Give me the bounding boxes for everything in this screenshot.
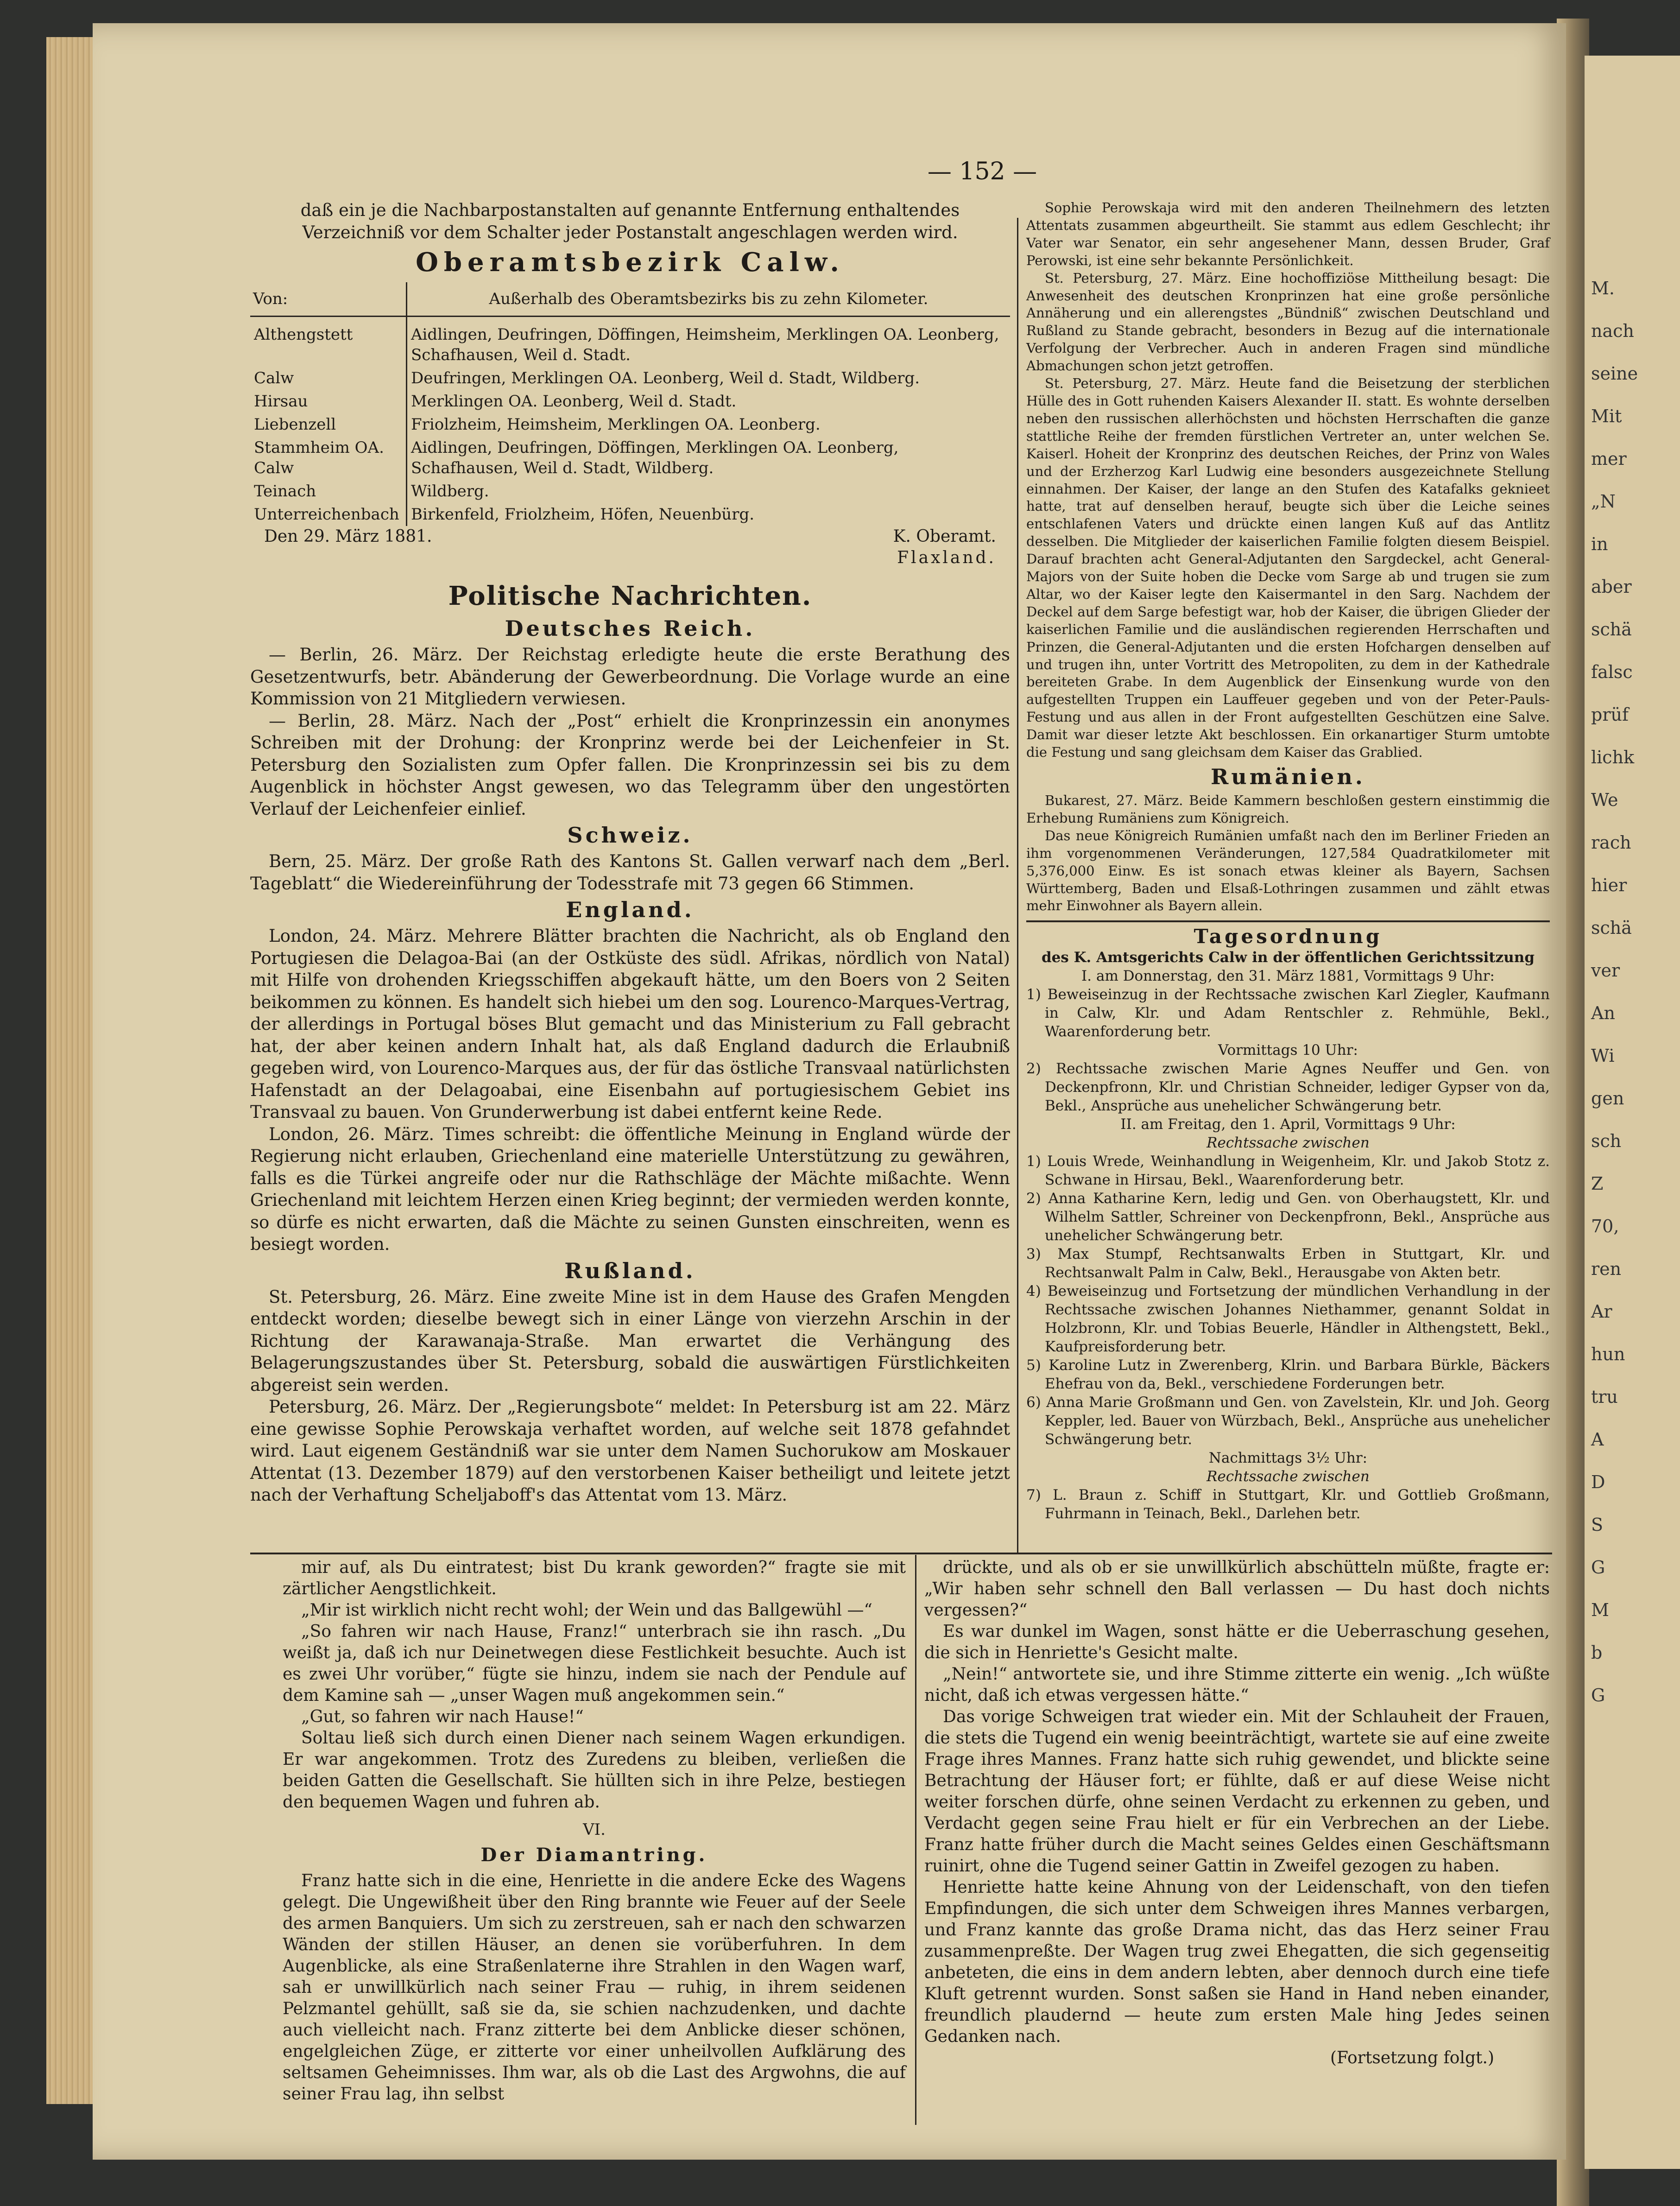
story-paragraph: drückte, und als ob er sie unwillkürlich abschütteln müßte, fragte er: „Wir haben sehr schnell den Ball verlassen — Du hast doch nichts vergessen?“ bbox=[924, 1558, 1550, 1620]
table-date: Den 29. März 1881. bbox=[264, 527, 432, 546]
adjacent-page-strip bbox=[1585, 56, 1680, 2169]
table-cell-from: Teinach bbox=[250, 480, 407, 503]
story-paragraph: mir auf, als Du eintratest; bist Du krank geworden?“ fragte sie mit zärtlicher Aengstlichkeit. bbox=[283, 1558, 906, 1598]
agenda-item: 4) Beweiseinzug und Fortsetzung der mündlichen Verhandlung in der Rechtssache zwischen Johannes Niethammer, genannt Soldat in Holzbronn, Klr. und Tobias Beuerle, Händler in Althengstett, Bekl., Kaufpreisforderung betr. bbox=[1026, 1283, 1550, 1356]
newspaper-page bbox=[93, 23, 1566, 2160]
chapter-title: Der Diamantring. bbox=[480, 1844, 708, 1866]
news-paragraph: Sophie Perowskaja wird mit den anderen Theilnehmern des letzten Attentats zusammen abgeurtheilt. Sie stammt aus edlem Geschlecht; ihr Vater war Senator, ein sehr angesehener Mann, dessen Bruder, Graf Perowski, ist eine sehr bekannte Persönlichkeit. bbox=[1026, 200, 1550, 268]
story-paragraph: Soltau ließ sich durch einen Diener nach seinem Wagen erkundigen. Er war angekommen. Trotz des Zuredens zu bleiben, verließen die beiden Gatten die Gesellschaft. Sie hüllten sich in ihre Pelze, bestiegen den bequemen Wagen und fuhren ab. bbox=[283, 1729, 906, 1812]
adjacent-page-fragment: b bbox=[1591, 1642, 1603, 1663]
table-cell-to: Birkenfeld, Friolzheim, Höfen, Neuenbürg. bbox=[411, 505, 755, 524]
table-cell-to: Aidlingen, Deufringen, Döffingen, Heimsheim, Merklingen OA. Leonberg, Schafhausen, Weil d. Stadt. bbox=[411, 325, 999, 364]
adjacent-page-fragment: „N bbox=[1591, 491, 1616, 512]
story-paragraph: „Gut, so fahren wir nach Hause!“ bbox=[301, 1707, 584, 1726]
news-paragraph: London, 24. März. Mehrere Blätter brachten die Nachricht, als ob England den Portugiesen die Delagoa-Bai (an der Ostküste des südl. Afrikas, nördlich von Natal) mit Hilfe von drohenden Kriegsschiffen abgekauft hätte, um den Boers von 2 Seiten beikommen zu können. Es handelt sich hiebei um den sog. Lourenco-Marques-Vertrag, der allerdings in Portugal böses Blut gemacht und das Ministerium zu Fall gebracht hat, der aber keinen andern Inhalt hat, als daß England dadurch die Erlaubniß gegeben wird, von Lourenco-Marques aus, der für das östliche Transvaal natürlichsten Hafenstadt an der Delagoabai, eine Eisenbahn auf portugiesischem Gebiet ins Transvaal zu bauen. Von Grunderwerbung ist dabei entfernt keine Rede. bbox=[250, 926, 1010, 1122]
feuilleton-right bbox=[924, 1557, 1550, 2069]
politics-sections bbox=[250, 615, 1010, 1506]
table-cell-to: Merklingen OA. Leonberg, Weil d. Stadt. bbox=[411, 392, 737, 411]
column-divider-bottom bbox=[915, 1555, 916, 2125]
agenda-day2-sub: Rechtssache zwischen bbox=[1206, 1135, 1370, 1152]
agenda-afternoon-sub: Rechtssache zwischen bbox=[1206, 1468, 1370, 1485]
agenda-day2-items bbox=[1026, 1152, 1550, 1449]
feuilleton-right-paragraphs bbox=[924, 1557, 1550, 2048]
district-heading: Oberamtsbezirk Calw. bbox=[416, 247, 845, 278]
agenda-item: 1) Beweiseinzug in der Rechtssache zwischen Karl Ziegler, Kaufmann in Calw, Klr. und Adam Rentschler z. Rehmühle, Bekl., Waarenforderung betr. bbox=[1026, 986, 1550, 1040]
adjacent-page-fragment: rach bbox=[1591, 832, 1631, 853]
table-row bbox=[250, 317, 1010, 367]
table-cell-to: Aidlingen, Deufringen, Döffingen, Merklingen OA. Leonberg, Schafhausen, Weil d. Stadt, Wildberg. bbox=[411, 438, 899, 477]
court-agenda bbox=[1026, 925, 1550, 1523]
section-heading: Deutsches Reich. bbox=[505, 616, 756, 641]
news-paragraph: St. Petersburg, 26. März. Eine zweite Mine ist in dem Hause des Grafen Mengden entdeckt worden; dieselbe bewegt sich in einer Länge von vierzehn Arschin in der Richtung der Karawanaja-Straße. Man erwartet die Verhängung des Belagerungszustandes über St. Petersburg, sobald die auswärtigen Fürstlichkeiten abgereist sein werden. bbox=[250, 1287, 1010, 1395]
story-paragraph: „Mir ist wirklich nicht recht wohl; der Wein und das Ballgewühl —“ bbox=[301, 1601, 872, 1620]
agenda-day1-items bbox=[1026, 985, 1550, 1041]
agenda-subtitle: des K. Amtsgerichts Calw in der öffentlichen Gerichtssitzung bbox=[1041, 949, 1535, 966]
news-paragraph: Bern, 25. März. Der große Rath des Kantons St. Gallen verwarf nach dem „Berl. Tageblatt“ die Wiedereinführung der Todesstrafe mit 73 gegen 66 Stimmen. bbox=[250, 851, 1010, 894]
adjacent-page-fragment: Z bbox=[1591, 1173, 1604, 1194]
agenda-day1: I. am Donnerstag, den 31. März 1881, Vormittags 9 Uhr: bbox=[1081, 968, 1495, 985]
table-row bbox=[250, 436, 1010, 480]
left-column bbox=[250, 199, 1010, 1506]
table-cell-from: Hirsau bbox=[250, 390, 407, 413]
adjacent-page-fragment: Ar bbox=[1591, 1301, 1612, 1322]
agenda-item: 3) Max Stumpf, Rechtsanwalts Erben in Stuttgart, Klr. und Rechtsanwalt Palm in Calw, Bekl., Herausgabe von Akten betr. bbox=[1026, 1246, 1550, 1281]
news-paragraph: — Berlin, 26. März. Der Reichstag erledigte heute die erste Berathung des Gesetzentwurfs, betr. Abänderung der Gewerbeordnung. Die Vorlage wurde an eine Kommission von 21 Mitgliedern verwiesen. bbox=[250, 645, 1010, 709]
table-row bbox=[250, 413, 1010, 436]
page-number: — 152 — bbox=[927, 158, 1037, 185]
table-cell-from: Calw bbox=[250, 367, 407, 390]
story-paragraph: „Nein!“ antwortete sie, und ihre Stimme zitterte ein wenig. „Ich wüßte nicht, daß ich etwas vergessen hätte.“ bbox=[924, 1665, 1550, 1705]
adjacent-page-fragment: schä bbox=[1591, 918, 1632, 938]
section-heading: Schweiz. bbox=[567, 823, 693, 848]
adjacent-page-fragment: hier bbox=[1591, 875, 1627, 895]
adjacent-page-fragment: G bbox=[1591, 1685, 1605, 1705]
right-column bbox=[1026, 199, 1550, 1523]
adjacent-page-fragment: D bbox=[1591, 1472, 1605, 1492]
agenda-title: Tagesordnung bbox=[1194, 925, 1383, 948]
adjacent-page-fragment: schä bbox=[1591, 619, 1632, 640]
romania-articles bbox=[1026, 792, 1550, 915]
agenda-day1-items2 bbox=[1026, 1059, 1550, 1115]
story-paragraph: Das vorige Schweigen trat wieder ein. Mit der Schlauheit der Frauen, die stets die Tugend ein wenig beeinträchtigt, wartete sie auf eine zweite Frage ihres Mannes. Franz hatte sich ruhig gewendet, und blickte seine Betrachtung der Häuser fort; er fühlte, daß er auf diese Weise nicht weiter forschen dürfe, ohne seinen Verdacht zu erkennen zu geben, und Verdacht gegen seine Frau hielt er für ein Verbrechen an der Liebe. Franz hatte früher durch die Macht seines Geldes einen Geschäftsmann ruinirt, ohne die Tugend seiner Gattin in Zweifel gezogen zu haben. bbox=[924, 1707, 1550, 1876]
agenda-item: 2) Rechtssache zwischen Marie Agnes Neuffer und Gen. von Deckenpfronn, Klr. und Christian Schneider, lediger Gypser von da, Bekl., Ansprüche aus unehelicher Schwängerung betr. bbox=[1026, 1060, 1550, 1115]
politics-heading: Politische Nachrichten. bbox=[448, 581, 812, 611]
adjacent-page-fragment: in bbox=[1591, 534, 1608, 554]
adjacent-page-fragment: Mit bbox=[1591, 406, 1622, 426]
romania-heading: Rumänien. bbox=[1211, 764, 1365, 789]
adjacent-page-fragment: ver bbox=[1591, 960, 1620, 981]
agenda-day1-time2: Vormittags 10 Uhr: bbox=[1218, 1042, 1358, 1059]
chapter-number: VI. bbox=[583, 1820, 606, 1839]
adjacent-page-fragment: M bbox=[1591, 1600, 1609, 1620]
adjacent-page-fragment: nach bbox=[1591, 321, 1634, 341]
adjacent-page-fragment: We bbox=[1591, 790, 1618, 810]
table-cell-to: Friolzheim, Heimsheim, Merklingen OA. Leonberg. bbox=[411, 415, 821, 434]
table-signature-line bbox=[250, 526, 1010, 547]
table-row bbox=[250, 390, 1010, 413]
signature-name: Flaxland. bbox=[897, 548, 996, 567]
intro-line: Verzeichniß vor dem Schalter jeder Postanstalt angeschlagen werden wird. bbox=[302, 222, 958, 242]
table-cell-to: Wildberg. bbox=[411, 482, 489, 501]
adjacent-page-fragment: lichk bbox=[1591, 747, 1635, 767]
adjacent-page-fragment: sch bbox=[1591, 1131, 1622, 1151]
adjacent-page-fragment: An bbox=[1591, 1003, 1615, 1023]
news-paragraph: London, 26. März. Times schreibt: die öffentliche Meinung in England würde der Regierung nicht erlauben, Griechenland eine materielle Unterstützung zu gewähren, falls es die Türkei angreife oder nur die Rathschläge der Mächte mißachte. Wenn Griechenland mit leichtem Herzen einen Krieg beginnt; der vermieden werden konnte, so dürfe es nicht erwarten, daß die Mächte zu seinen Gunsten einschreiten, wenn es besiegt worden. bbox=[250, 1124, 1010, 1254]
distance-table bbox=[250, 282, 1010, 526]
adjacent-page-fragment: S bbox=[1591, 1515, 1604, 1535]
adjacent-page-fragment: hun bbox=[1591, 1344, 1625, 1364]
adjacent-page-fragment: gen bbox=[1591, 1088, 1624, 1109]
news-paragraph: Das neue Königreich Rumänien umfaßt nach den im Berliner Frieden an ihm vorgenommenen Veränderungen, 127,584 Quadratkilometer mit 5,376,000 Einw. Es ist sonach etwas kleiner als Bayern, Sachsen Württemberg, Baden und Elsaß-Lothringen zusammen und zählt etwas mehr Einwohner als Bayern allein. bbox=[1026, 827, 1550, 914]
right-column-articles bbox=[1026, 199, 1550, 761]
news-paragraph: Petersburg, 26. März. Der „Regierungsbote“ meldet: In Petersburg ist am 22. März eine gewisse Sophie Perowskaja verhaftet worden, auf welche seit 1878 gefahndet wird. Laut eigenem Geständniß war sie unter dem Namen Suchorukow am Moskauer Attentat (13. Dezember 1879) auf den verstorbenen Kaiser betheiligt und leitete jetzt nach der Verhaftung Scheljaboff's das Attentat vom 13. März. bbox=[250, 1397, 1010, 1505]
feuilleton-left-top bbox=[283, 1557, 906, 1813]
agenda-item: 6) Anna Marie Großmann und Gen. von Zavelstein, Klr. und Joh. Georg Keppler, led. Bauer von Würzbach, Bekl., Ansprüche aus unehelicher Schwängerung betr. bbox=[1026, 1394, 1550, 1448]
agenda-item: 2) Anna Katharine Kern, ledig und Gen. von Oberhaugstett, Klr. und Wilhelm Sattler, Schreiner von Deckenpfronn, Bekl., Ansprüche aus unehelicher Schwängerung betr. bbox=[1026, 1190, 1550, 1244]
table-cell-from: Unterreichenbach bbox=[250, 503, 407, 526]
table-cell-to: Deufringen, Merklingen OA. Leonberg, Weil d. Stadt, Wildberg. bbox=[411, 369, 920, 387]
table-header-to: Außerhalb des Oberamtsbezirks bis zu zehn Kilometer. bbox=[407, 282, 1011, 317]
signature-name-line bbox=[250, 547, 1010, 569]
story-paragraph: Es war dunkel im Wagen, sonst hätte er die Ueberraschung gesehen, die sich in Henriette's Gesicht malte. bbox=[924, 1622, 1550, 1662]
news-paragraph: St. Petersburg, 27. März. Heute fand die Beisetzung der sterblichen Hülle des in Gott ruhenden Kaisers Alexander II. statt. Es wohnte derselben neben den russischen allerhöchsten und höchsten Herrschaften die ganze stattliche Reihe der fremden fürstlichen Vertreter an, unter welchen Se. Kaiserl. Hoheit der Kronprinz des deutschen Reiches, der Prinz von Wales und der Erzherzog Karl Ludwig eine besonders ausgezeichnete Stellung einnahmen. Der Kaiser, der lange an den Stufen des Katafalks geknieet hatte, trat auf denselben herauf, beugte sich über die Leiche seines entschlafenen Vaters und drückte einen langen Kuß auf das Antlitz desselben. Die Mitglieder der kaiserlichen Familie folgten diesem Beispiel. Darauf brachten acht General-Adjutanten den Sargdeckel, acht General-Majors von der Suite hoben die Decke vom Sarge ab und trugen sie zum Altar, wo der Kaiser legte den Kaisermantel in den Sarg. Nachdem der Deckel auf dem Sarge befestigt war, hob der Kaiser, die übrigen Glieder der kaiserlichen Familie und die ausländischen regierenden Herrschaften und Prinzen, die General-Adjutanten und die ersten Hofchargen denselben auf und trugen ihn, unter Vortritt des Metropoliten, zu dem in der Kathedrale bereiteten Grabe. In dem Augenblick der Einsenkung wurde von den aufgestellten Truppen ein Lauffeuer gegeben und von der Peter-Pauls-Festung und aus allen in der Front aufgestellten Geschützen eine Salve. Damit war dieser letzte Akt beschlossen. Ein orkanartiger Sturm umtobte die Festung und sang gleichsam dem Kaiser das Grablied. bbox=[1026, 375, 1550, 761]
section-heading: Rußland. bbox=[564, 1258, 696, 1283]
story-paragraph: „So fahren wir nach Hause, Franz!“ unterbrach sie ihn rasch. „Du weißt ja, daß ich nur Deinetwegen diese Festlichkeit besuchte. Auch ist es zwei Uhr vorüber,“ fügte sie hinzu, indem sie nach der Pendule auf dem Kamine sah — „unser Wagen muß angekommen sein.“ bbox=[283, 1622, 906, 1705]
table-header-from: Von: bbox=[250, 282, 407, 317]
story-paragraph: Henriette hatte keine Ahnung von der Leidenschaft, von den tiefen Empfindungen, die sich unter dem Schweigen ihres Mannes verbargen, und Franz kannte das große Drama nicht, das das Herz seiner Frau zusammenpreßte. Der Wagen trug zwei Ehegatten, die sich gegenseitig anbeteten, die eins in dem andern lebten, aber dennoch durch eine tiefe Kluft getrennt wurden. Sonst saßen sie Hand in Hand neben einander, freundlich plaudernd — heute zum ersten Male hing Jedes seinen Gedanken nach. bbox=[924, 1878, 1550, 2046]
agenda-afternoon: Nachmittags 3½ Uhr: bbox=[1208, 1450, 1368, 1467]
feuilleton-divider bbox=[250, 1553, 1552, 1554]
agenda-item: 5) Karoline Lutz in Zwerenberg, Klrin. und Barbara Bürkle, Bäckers Ehefrau von da, Bekl., verschiedene Forderungen betr. bbox=[1026, 1357, 1550, 1393]
news-paragraph: — Berlin, 28. März. Nach der „Post“ erhielt die Kronprinzessin ein anonymes Schreiben mit der Drohung: der Kronprinz werde bei der Leichenfeier in St. Petersburg den Sozialisten zum Opfer fallen. Die Kronprinzessin sei bis zu dem Augenblick in höchster Angst gewesen, wo das Telegramm über den ungestörten Verlauf der Leichenfeier einlief. bbox=[250, 710, 1010, 819]
table-row bbox=[250, 367, 1010, 390]
adjacent-page-fragment: aber bbox=[1591, 577, 1632, 597]
adjacent-page-fragment: prüf bbox=[1591, 704, 1629, 725]
agenda-item: 7) L. Braun z. Schiff in Stuttgart, Klr. und Gottlieb Großmann, Fuhrmann in Teinach, Bekl., Darlehen betr. bbox=[1026, 1487, 1550, 1522]
news-paragraph: St. Petersburg, 27. März. Eine hochoffiziöse Mittheilung besagt: Die Anwesenheit des deutschen Kronprinzen hat eine große persönliche Annäherung und ein allerengstes „Bündniß“ zwischen Deutschland und Rußland zu Stande gebracht, besonders in Bezug auf die internationale Verfolgung der Verbrecher. Auch in anderen Fragen sind mündliche Abmachungen schon jetzt getroffen. bbox=[1026, 270, 1550, 374]
adjacent-page-fragment: tru bbox=[1591, 1387, 1618, 1407]
agenda-item: 1) Louis Wrede, Weinhandlung in Weigenheim, Klr. und Jakob Stotz z. Schwane in Hirsau, Bekl., Waarenforderung betr. bbox=[1026, 1153, 1550, 1189]
section-heading: England. bbox=[566, 897, 695, 922]
signature-office: K. Oberamt. bbox=[893, 527, 996, 546]
table-cell-from: Liebenzell bbox=[250, 413, 407, 436]
feuilleton-left bbox=[283, 1557, 906, 2105]
news-paragraph: Bukarest, 27. März. Beide Kammern beschloßen gestern einstimmig die Erhebung Rumäniens zum Königreich. bbox=[1026, 792, 1550, 826]
continued-note: (Fortsetzung folgt.) bbox=[1330, 2048, 1494, 2067]
adjacent-page-fragment: falsc bbox=[1591, 662, 1633, 682]
adjacent-page-fragment: ren bbox=[1591, 1259, 1622, 1279]
table-cell-from: Stammheim OA. Calw bbox=[250, 436, 407, 480]
adjacent-page-fragment: mer bbox=[1591, 449, 1627, 469]
adjacent-page-fragment: M. bbox=[1591, 278, 1615, 298]
feuilleton-left-bottom bbox=[283, 1870, 906, 2105]
column-divider-top bbox=[1017, 218, 1018, 1553]
table-row bbox=[250, 503, 1010, 526]
adjacent-page-fragment: G bbox=[1591, 1557, 1605, 1578]
adjacent-page-fragment: seine bbox=[1591, 363, 1638, 384]
story-paragraph: Franz hatte sich in die eine, Henriette in die andere Ecke des Wagens gelegt. Die Ungewißheit über den Ring brannte wie Feuer auf der Seele des armen Banquiers. Um sich zu zerstreuen, sah er nach den schwarzen Wänden der stillen Häuser, an denen sie vorüberfuhren. In dem Augenblicke, als eine Straßenlaterne ihre Strahlen in den Wagen warf, sah er unwillkürlich nach seiner Frau — ruhig, in ihrem seidenen Pelzmantel gehüllt, saß sie da, sie schien nachzudenken, und dachte auch vielleicht nach. Franz zitterte bei dem Anblicke dieser schönen, engelgleichen Züge, er zitterte vor einer unheilvollen Aufklärung des seltsamen Geheimnisses. Ihm war, als ob die Last des Argwohns, die auf seiner Frau lag, ihn selbst bbox=[283, 1871, 906, 2104]
agenda-day2: II. am Freitag, den 1. April, Vormittags 9 Uhr: bbox=[1120, 1116, 1456, 1133]
intro-line: daß ein je die Nachbarpostanstalten auf genannte Entfernung enthaltendes bbox=[300, 200, 960, 220]
adjacent-page-fragment: 70, bbox=[1591, 1216, 1619, 1236]
table-row bbox=[250, 480, 1010, 503]
agenda-afternoon-items bbox=[1026, 1486, 1550, 1523]
adjacent-page-fragment: Wi bbox=[1591, 1046, 1615, 1066]
table-cell-from: Althengstett bbox=[250, 317, 407, 367]
adjacent-page-fragment: A bbox=[1591, 1429, 1604, 1450]
